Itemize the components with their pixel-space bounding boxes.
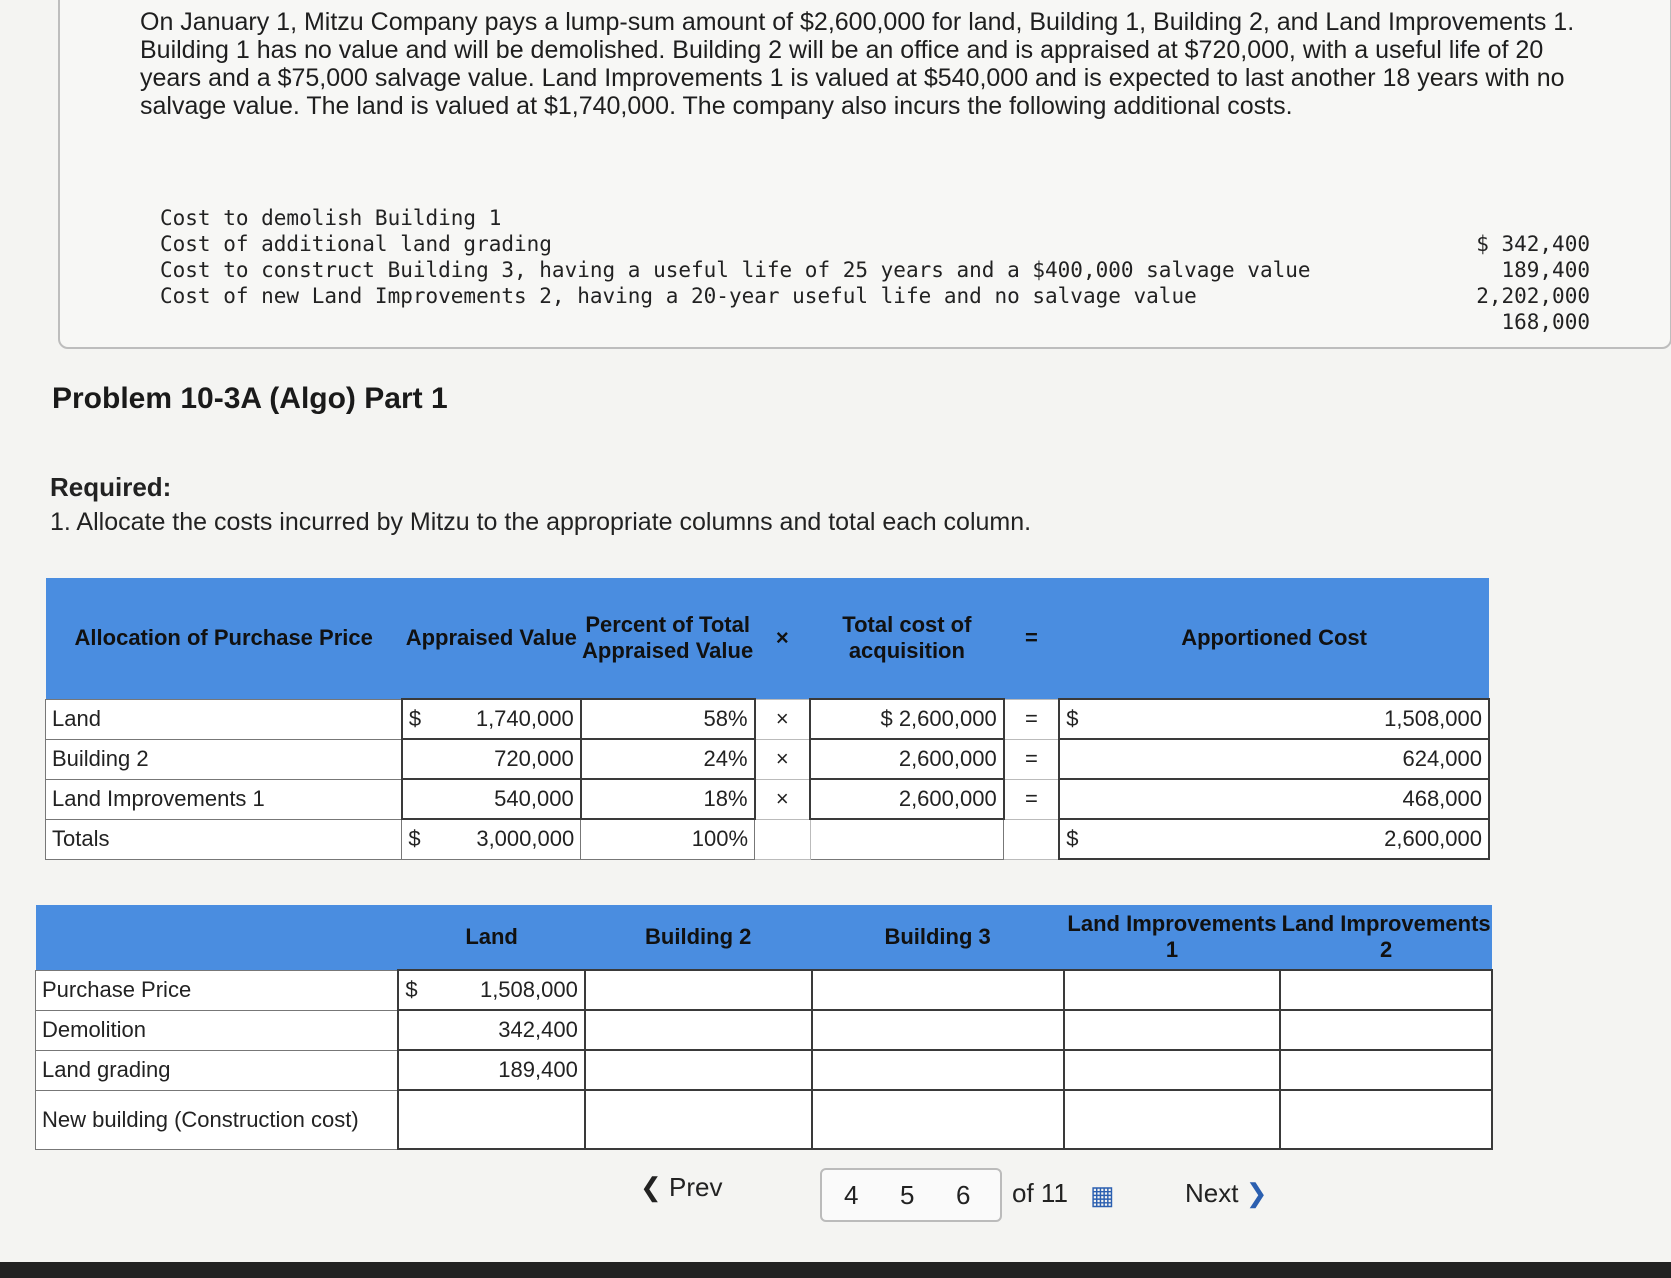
required-text: 1. Allocate the costs incurred by Mitzu to the appropriate columns and total each column. [50,508,1032,536]
total-cost-input[interactable]: 2,600,000 [810,779,1004,819]
grid-icon[interactable]: ▦ [1090,1180,1115,1210]
land-improvements-1-input[interactable] [1064,970,1281,1010]
percent-input[interactable]: 24% [581,739,755,779]
header-building-2: Building 2 [585,905,812,970]
row-label: New building (Construction cost) [36,1090,399,1149]
appraised-total: $ 3,000,000 [402,819,581,859]
pagination [640,1168,1340,1223]
chevron-left-icon: ❮ [640,1172,662,1202]
times-sign: × [755,779,810,819]
header-land: Land [398,905,584,970]
row-label: Land grading [36,1050,399,1090]
building-2-input[interactable] [585,1090,812,1149]
header-blank [36,905,399,970]
part-title: Problem 10-3A (Algo) Part 1 [52,382,448,415]
total-cost-input[interactable]: 2,600,000 [810,739,1004,779]
equals-sign [1004,819,1059,859]
prev-label: Prev [669,1172,723,1202]
equals-sign: = [1004,779,1059,819]
land-input[interactable]: $ 1,508,000 [398,970,584,1010]
row-label: Land Improvements 1 [46,779,402,819]
apportioned-input[interactable]: 624,000 [1059,739,1489,779]
land-improvements-2-input[interactable] [1280,1050,1492,1090]
page-button[interactable]: 4 [844,1180,859,1210]
header-total-cost: Total cost of acquisition [810,578,1004,699]
building-2-input[interactable] [585,970,812,1010]
next-label: Next [1185,1178,1239,1208]
equals-sign: = [1004,739,1059,779]
land-improvements-1-input[interactable] [1064,1010,1281,1050]
cost-amount: 168,000 [1501,310,1590,334]
next-button[interactable] [1185,1178,1268,1209]
percent-input[interactable]: 18% [581,779,755,819]
header-percent: Percent of Total Appraised Value [581,578,755,699]
header-times: × [755,578,810,699]
table-row [36,1010,1493,1050]
land-input[interactable]: 342,400 [398,1010,584,1050]
cost-row [160,257,1590,283]
land-improvements-2-input[interactable] [1280,970,1492,1010]
cost-amount: 189,400 [1501,258,1590,282]
appraised-input[interactable]: 540,000 [402,779,581,819]
equals-sign: = [1004,699,1059,739]
row-label: Purchase Price [36,970,399,1010]
total-cost-input[interactable]: $ 2,600,000 [810,699,1004,739]
apportioned-input[interactable]: 468,000 [1059,779,1489,819]
problem-intro-text: On January 1, Mitzu Company pays a lump-sum amount of $2,600,000 for land, Building 1, Building 2, and Land Improvements 1. Building 1 has no value and will be demolished. Building 2 will be an office and is appraised at $720,000, with a useful life of 20 years and a $75,000 salvage value. Land Improvements 1 is valued at $540,000 and is expected to last another 18 years with no salvage value. The land is valued at $1,740,000. The company also incurs the following additional costs. [140,8,1575,120]
table-row [36,1090,1493,1149]
header-allocation: Allocation of Purchase Price [46,578,402,699]
building-3-input[interactable] [812,1010,1064,1050]
cost-row [160,283,1590,309]
building-2-input[interactable] [585,1010,812,1050]
times-sign [755,819,810,859]
cost-amount: 2,202,000 [1476,284,1590,308]
header-land-improvements-2: Land Improvements 2 [1280,905,1492,970]
table-row [36,970,1493,1010]
row-label: Demolition [36,1010,399,1050]
times-sign: × [755,739,810,779]
page-button[interactable]: 6 [956,1180,971,1210]
apportioned-total[interactable]: $ 2,600,000 [1059,819,1489,859]
header-building-3: Building 3 [812,905,1064,970]
table-row [36,1050,1493,1090]
building-3-input[interactable] [812,970,1064,1010]
land-input[interactable]: 189,400 [398,1050,584,1090]
cost-row [160,205,1590,231]
table-row [46,779,1490,819]
percent-input[interactable]: 58% [581,699,755,739]
allocation-table [45,578,1490,860]
row-label: Land [46,699,402,739]
row-label: Building 2 [46,739,402,779]
land-improvements-1-input[interactable] [1064,1090,1281,1149]
bottom-bar [0,1262,1671,1278]
chevron-right-icon: ❯ [1245,1178,1268,1208]
cost-label: Cost of additional land grading [160,232,552,256]
page-selector [820,1168,1002,1222]
additional-costs-list [160,205,1590,335]
land-improvements-2-input[interactable] [1280,1090,1492,1149]
table-row [46,739,1490,779]
appraised-input[interactable]: $ 1,740,000 [402,699,581,739]
cost-label: Cost of new Land Improvements 2, having a 20-year useful life and no salvage value [160,284,1197,308]
land-improvements-2-input[interactable] [1280,1010,1492,1050]
row-label: Totals [46,819,402,859]
cost-amount: $ 342,400 [1476,232,1590,256]
page-button-current[interactable]: 5 [900,1180,915,1210]
header-appraised-value: Appraised Value [402,578,581,699]
apportioned-input[interactable]: $ 1,508,000 [1059,699,1489,739]
times-sign: × [755,699,810,739]
building-3-input[interactable] [812,1090,1064,1149]
percent-total: 100% [581,819,755,859]
appraised-input[interactable]: 720,000 [402,739,581,779]
required-label: Required: [50,472,172,502]
total-cost-total [810,819,1004,859]
prev-button[interactable] [640,1172,723,1203]
page-count: of 11 [1012,1178,1068,1208]
totals-row [46,819,1490,859]
land-improvements-1-input[interactable] [1064,1050,1281,1090]
cost-allocation-table [35,905,1493,1150]
cost-label: Cost to demolish Building 1 [160,206,502,230]
cost-row [160,231,1590,257]
header-land-improvements-1: Land Improvements 1 [1064,905,1281,970]
header-equals: = [1004,578,1059,699]
header-apportioned-cost: Apportioned Cost [1059,578,1489,699]
building-3-input[interactable] [812,1050,1064,1090]
cost-label: Cost to construct Building 3, having a useful life of 25 years and a $400,000 salvage value [160,258,1311,282]
building-2-input[interactable] [585,1050,812,1090]
table-row [46,699,1490,739]
land-input[interactable] [398,1090,584,1149]
cost-row [160,309,1590,335]
